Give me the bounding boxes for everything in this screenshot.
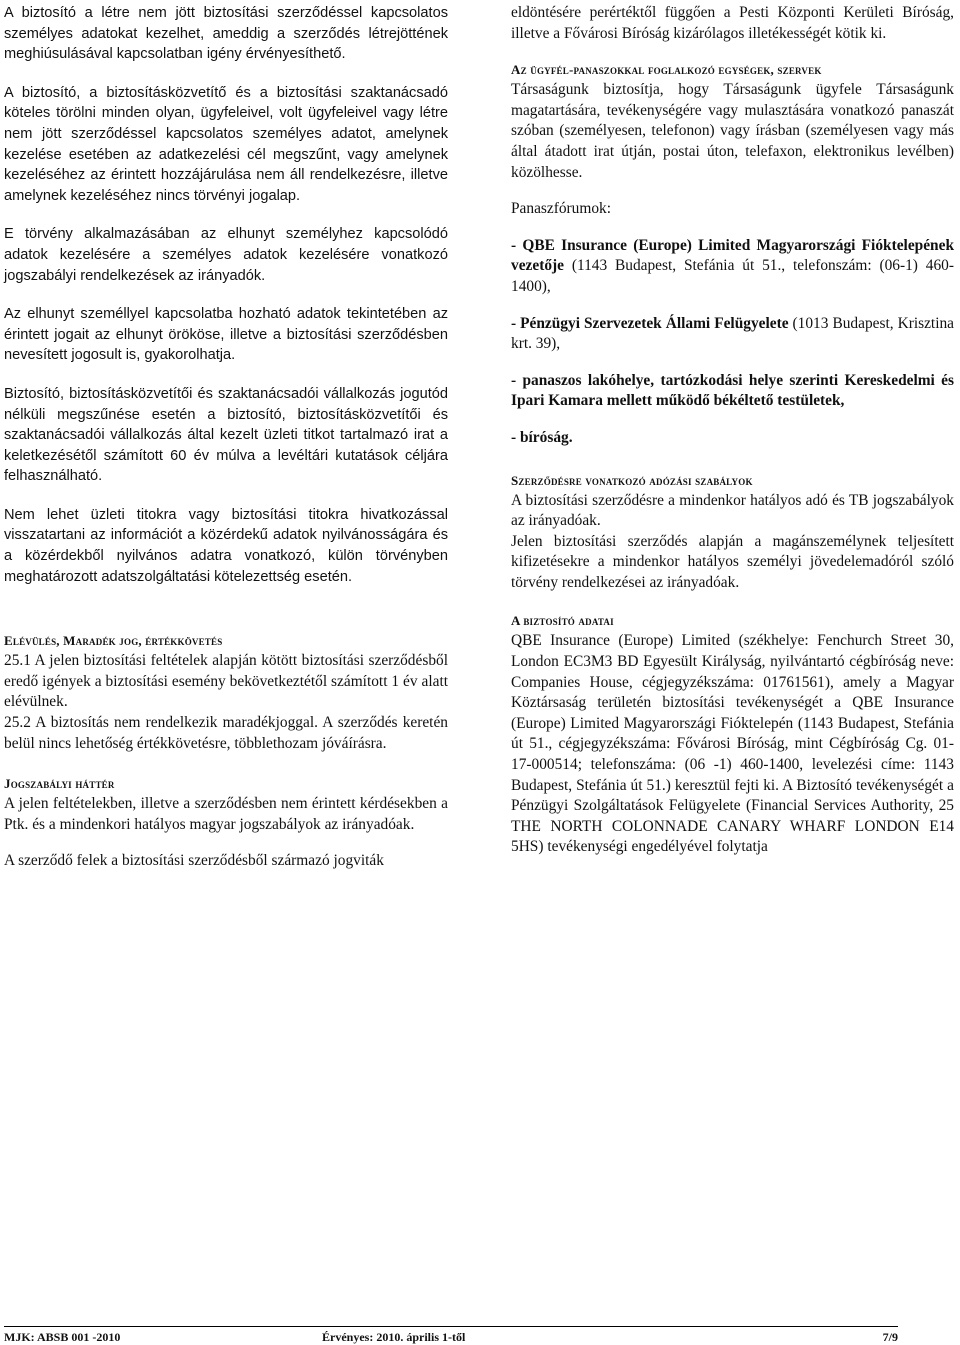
left-column bbox=[4, 3, 448, 890]
heading-tax-rules: Szerződésre vonatkozó adózási szabályok bbox=[511, 472, 753, 488]
page-number: 7/9 bbox=[882, 1330, 898, 1344]
paragraph-failed-contract-data: A biztosító a létre nem jött biztosítási szerződéssel kapcsolatos személyes adatokat kezelhet, ameddig a szerződés létrejöttének meghiúsulásával kapcsolatban igény érvényesíthető. bbox=[4, 5, 448, 63]
heading-legal-background: Jogszabályi háttér bbox=[4, 776, 115, 792]
complaint-forum-item bbox=[511, 236, 954, 298]
page-footer bbox=[4, 1326, 898, 1344]
paragraph-legal-background: A jelen feltételekben, illetve a szerződésben nem érintett kérdésekben a Ptk. és a mindenkori hatályos magyar jogszabályok az irányadóak. bbox=[4, 795, 448, 833]
forum-name: - QBE Insurance (Europe) Limited Magyarországi Fióktelepének vezetője bbox=[511, 236, 954, 275]
paragraph-25-2: 25.2 A biztosítás nem rendelkezik maradékjoggal. A szerződés keretén belül nincs lehetőség értékkövetésre, többlethozam jóváírásra. bbox=[4, 714, 448, 752]
heading-insurer-data: A biztosító adatai bbox=[511, 613, 614, 629]
paragraph-insurer-data: QBE Insurance (Europe) Limited (székhelye: Fenchurch Street 30, London EC3M3 BD Egyesült Királyság, nyilvántartó cégbíróság neve: Companies House, cégjegyzékszáma: 01761561), amely a Magyar Köztársaság területén biztosítási tevékenységét a QBE Insurance (Europe) Limited Magyarországi Fióktelepén (1143 Budapest, Stefánia út 51., cégjegyzékszáma: Fővárosi Bíróság, mint Cégbíróság Cg. 01-17-000514; telefonszáma: (06 -1) 460-1400, levelezési címe: 1143 Budapest, Stefánia út 51.) keresztül fejti ki. A Biztosító tevékenységét a Pénzügyi Szolgáltatások Felügyelete (Financial Services Authority, 25 THE NORTH COLONNADE CANARY WHARF LONDON E14 5HS) tevékenységi engedélyével folytatja bbox=[511, 632, 954, 856]
paragraph-data-deletion: A biztosító, a biztosításközvetítő és a biztosítási szaktanácsadó köteles törölni minden olyan, ügyfeleivel, volt ügyfeleivel vagy létre nem jött szerződéssel kapcsolatos személyes adatot, amelynek kezelése esetében az adatkezelési cél megszűnt, vagy amelynek kezeléséhez az érintett hozzájárulása nem áll rendelkezésre, illetve amelynek kezeléséhez nincs törvényi jogalap. bbox=[4, 84, 448, 204]
paragraph-jurisdiction-end: eldöntésére perértéktől függően a Pesti Központi Kerületi Bíróság, illetve a Fővárosi Bíróság kizárólagos illetékességét kötik ki. bbox=[511, 4, 954, 42]
complaint-forum-item bbox=[511, 428, 954, 449]
forum-name: - bíróság. bbox=[511, 428, 573, 446]
paragraph-deceased-rights: Az elhunyt személlyel kapcsolatba hozható adatok tekintetében az érintett jogait az elhunyt örököse, illetve a biztosítási szerződésben nevesített jogosult is, gyakorolhatja. bbox=[4, 306, 448, 364]
paragraph-25-1: 25.1 A jelen biztosítási feltételek alapján kötött biztosítási szerződésből eredő igények a biztosítási esemény bekövetkeztétől számított 1 év alatt elévülnek. bbox=[4, 652, 448, 711]
heading-complaint-units: Az ügyfél-panaszokkal foglalkozó egységek, szervek bbox=[511, 62, 822, 78]
validity-date: Érvényes: 2010. április 1-től bbox=[322, 1330, 466, 1344]
paragraph-trade-secret-archive: Biztosító, biztosításközvetítői és szaktanácsadói vállalkozás jogutód nélküli megszűnése esetén a biztosító, biztosításközvetítői és szaktanácsadói vállalkozás által kezelt üzleti titkot tartalmazó irat a keletkezésétől számított 60 év múlva a levéltári kutatások céljára felhasználható. bbox=[4, 385, 448, 485]
paragraph-jurisdiction-start: A szerződő felek a biztosítási szerződésből származó jogviták bbox=[4, 852, 384, 870]
heading-limitation: Elévülés, Maradék jog, értékkövetés bbox=[4, 633, 223, 649]
complaint-forums-label: Panaszfórumok: bbox=[511, 200, 612, 218]
right-column bbox=[511, 3, 954, 876]
forum-details: (1013 Budapest, Krisztina krt. 39), bbox=[511, 314, 954, 353]
complaint-forum-item bbox=[511, 371, 954, 412]
forum-details: (1143 Budapest, Stefánia út 51., telefonszám: (06-1) 460-1400), bbox=[511, 257, 954, 295]
paragraph-deceased-data: E törvény alkalmazásában az elhunyt személyhez kapcsolódó adatok kezelésére a személyes adatok kezelésére vonatkozó jogszabályi rendelkezések az irányadók. bbox=[4, 226, 448, 284]
forum-name: - Pénzügyi Szervezetek Állami Felügyelete bbox=[511, 314, 789, 332]
paragraph-tax-1: A biztosítási szerződésre a mindenkor hatályos adó és TB jogszabályok az irányadóak. bbox=[511, 491, 954, 530]
complaint-forum-item bbox=[511, 314, 954, 355]
document-code: MJK: ABSB 001 -2010 bbox=[4, 1330, 121, 1344]
paragraph-tax-2: Jelen biztosítási szerződés alapján a magánszemélynek teljesített kifizetésekre a mindenkor hatályos személyi jövedelemadóról szóló törvény rendelkezései az irányadóak. bbox=[511, 532, 954, 591]
forum-name: - panaszos lakóhelye, tartózkodási helye szerinti Kereskedelmi és Ipari Kamara mellett működő békéltető testületek, bbox=[511, 371, 954, 410]
paragraph-complaints: Társaságunk biztosítja, hogy Társaságunk ügyfele Társaságunk magatartására, tevékenységére vagy mulasztására vonatkozó panaszát szóban (személyesen, telefonon) vagy írásban (személyesen vagy más által átadott irat útján, postai úton, telefaxon, elektronikus levélben) közölhesse. bbox=[511, 81, 954, 181]
paragraph-public-interest-data: Nem lehet üzleti titokra vagy biztosítási titokra hivatkozással visszatartani az információt a közérdekű adatok nyilvánosságára és a közérdekből nyilvános adatra vonatkozó, külön törvényben meghatározott adatszolgáltatási kötelezettség esetén. bbox=[4, 506, 448, 585]
